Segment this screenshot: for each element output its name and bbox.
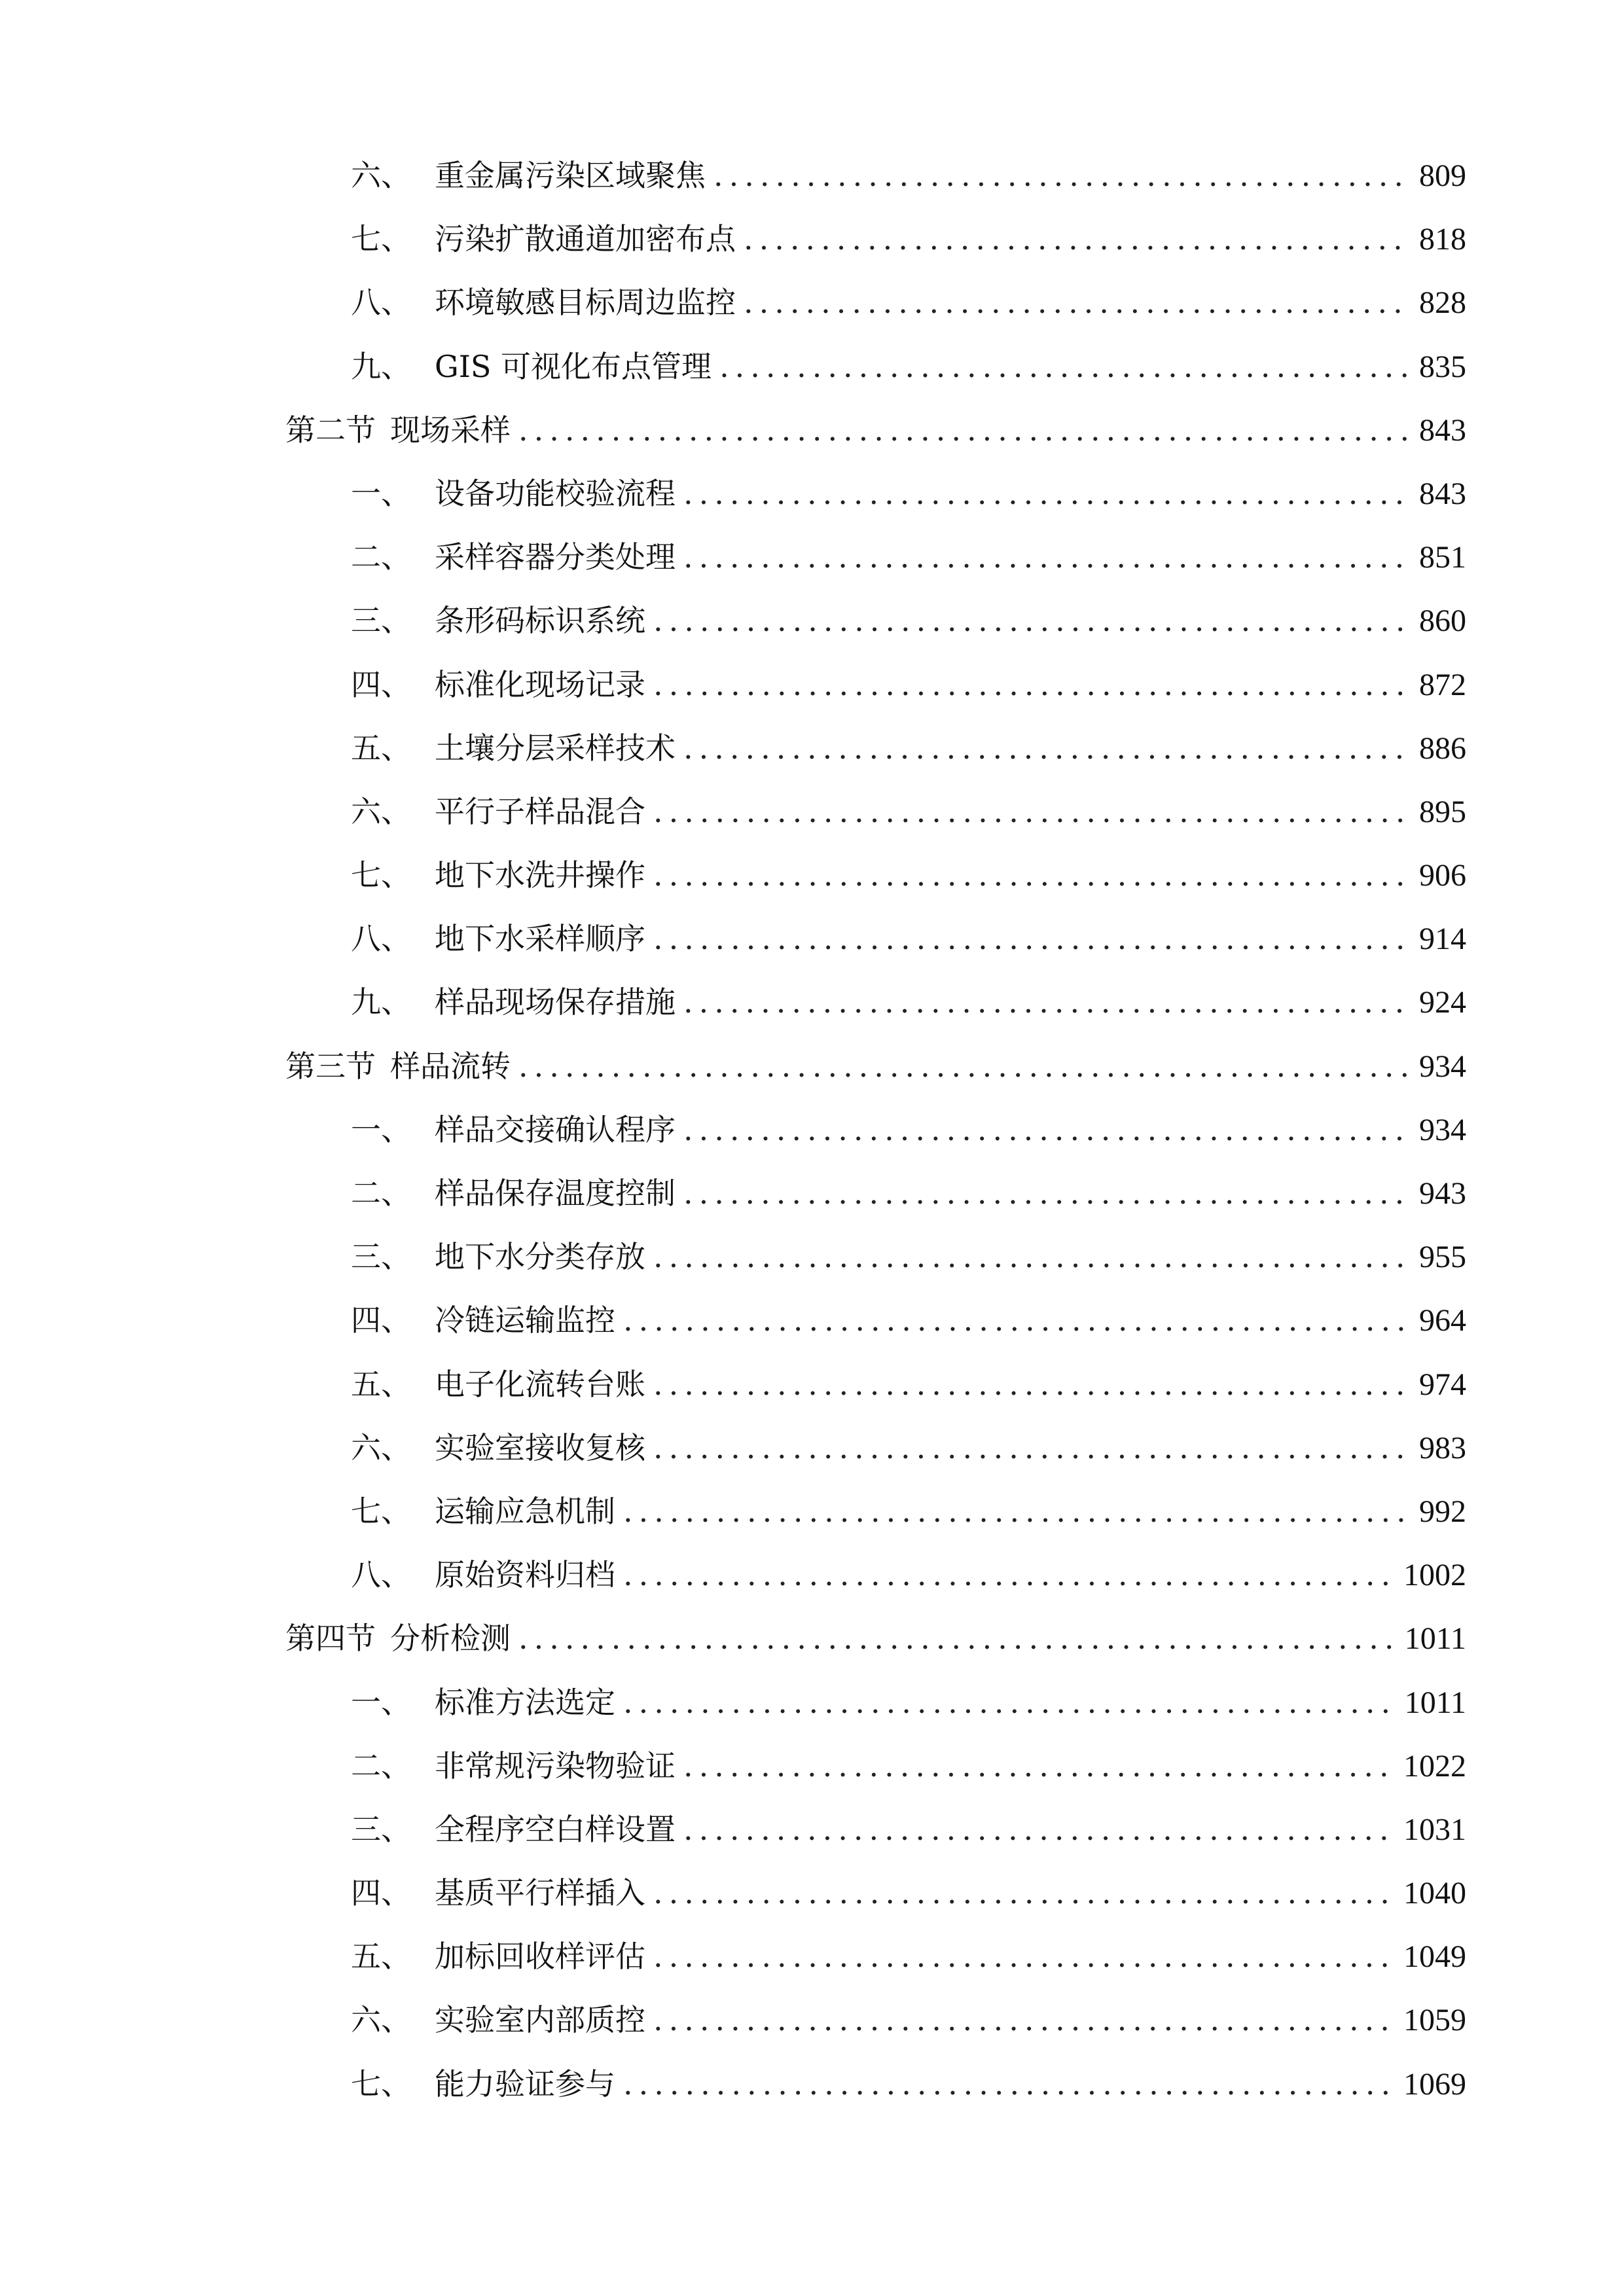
toc-entry-number: 六、: [351, 158, 411, 193]
toc-page-number: 872: [1419, 667, 1466, 702]
toc-entry-line: [351, 271, 1466, 334]
toc-entry[interactable]: [0, 653, 1624, 717]
toc-entry-title: 加标回收样评估: [435, 1939, 645, 1975]
toc-entry[interactable]: [0, 1861, 1624, 1925]
toc-entry-title: 基质平行样插入: [435, 1875, 645, 1911]
toc-entry-line: [351, 1861, 1466, 1925]
toc-entry[interactable]: [0, 1353, 1624, 1416]
toc-entry-line: [351, 1416, 1466, 1480]
toc-entry-title: 标准化现场记录: [435, 666, 645, 702]
toc-entry-number: 五、: [351, 730, 411, 766]
toc-page-number: 1002: [1403, 1558, 1466, 1593]
toc-entry[interactable]: [0, 1162, 1624, 1225]
toc-section-entry[interactable]: [0, 1035, 1624, 1098]
toc-entry-title: 环境敏感目标周边监控: [435, 285, 736, 321]
toc-page-number: 843: [1419, 412, 1466, 448]
toc-page-number: 964: [1419, 1303, 1466, 1338]
toc-page-number: 1069: [1403, 2066, 1466, 2102]
toc-entry-line: [351, 526, 1466, 589]
toc-entry-number: 二、: [351, 1175, 411, 1211]
toc-entry[interactable]: [0, 717, 1624, 780]
toc-entry-title: 样品现场保存措施: [435, 984, 676, 1020]
dot-leader: [713, 144, 1411, 207]
toc-entry-title: 全程序空白样设置: [435, 1811, 676, 1847]
toc-entry[interactable]: [0, 589, 1624, 653]
toc-entry[interactable]: [0, 526, 1624, 589]
dot-leader: [623, 1480, 1411, 1543]
toc-entry-title: 能力验证参与: [435, 2066, 615, 2102]
toc-entry[interactable]: [0, 1925, 1624, 1988]
toc-entry[interactable]: [0, 844, 1624, 907]
toc-entry-number: 第四节: [285, 1621, 376, 1657]
toc-entry-title: 分析检测: [390, 1621, 511, 1657]
toc-page-number: 860: [1419, 603, 1466, 639]
dot-leader: [744, 207, 1411, 271]
toc-page-number: 818: [1419, 222, 1466, 257]
toc-entry[interactable]: [0, 144, 1624, 207]
toc-entry-line: [351, 1798, 1466, 1861]
toc-entry-title: 样品保存温度控制: [435, 1175, 676, 1211]
toc-entry-title: 电子化流转台账: [435, 1366, 645, 1402]
dot-leader: [683, 717, 1411, 780]
toc-entry-line: [351, 1098, 1466, 1162]
toc-entry[interactable]: [0, 971, 1624, 1034]
toc-entry-title: 非常规污染物验证: [435, 1748, 676, 1784]
toc-page-number: 934: [1419, 1049, 1466, 1084]
toc-entry[interactable]: [0, 1480, 1624, 1543]
toc-entry-line: [351, 207, 1466, 271]
toc-entry-title: 原始资料归档: [435, 1557, 615, 1593]
toc-entry-number: 三、: [351, 1811, 411, 1847]
toc-page-number: 943: [1419, 1176, 1466, 1211]
toc-entry-line: [351, 144, 1466, 207]
toc-entry-number: 八、: [351, 285, 411, 321]
toc-entry-line: [351, 907, 1466, 971]
toc-page-number: 955: [1419, 1240, 1466, 1275]
dot-leader: [683, 971, 1411, 1034]
toc-entry[interactable]: [0, 1098, 1624, 1162]
toc-entry-number: 四、: [351, 1302, 411, 1338]
dot-leader: [518, 1607, 1397, 1670]
toc-entry-line: [351, 462, 1466, 526]
toc-entry-line: [351, 2053, 1466, 2116]
toc-page-number: 992: [1419, 1494, 1466, 1529]
toc-entry-line: [351, 589, 1466, 653]
toc-entry-number: 九、: [351, 348, 411, 384]
toc-entry-line: [351, 1225, 1466, 1289]
toc-page-number: 1059: [1403, 2003, 1466, 2038]
toc-entry-line: [351, 1671, 1466, 1734]
toc-entry[interactable]: [0, 1734, 1624, 1798]
toc-entry-title: 地下水采样顺序: [435, 921, 645, 957]
toc-entry-number: 二、: [351, 539, 411, 575]
toc-entry-line: [351, 1480, 1466, 1543]
toc-entry[interactable]: [0, 1289, 1624, 1352]
toc-entry-number: 二、: [351, 1748, 411, 1784]
dot-leader: [653, 1353, 1411, 1416]
dot-leader: [653, 1988, 1396, 2052]
toc-page-number: 934: [1419, 1112, 1466, 1147]
toc-entry-title: 标准方法选定: [435, 1684, 615, 1720]
dot-leader: [653, 1925, 1396, 1988]
toc-entry-number: 一、: [351, 1684, 411, 1720]
dot-leader: [683, 1098, 1411, 1162]
toc-entry-title: 土壤分层采样技术: [435, 730, 676, 766]
toc-entry-number: 七、: [351, 2066, 411, 2102]
toc-entry[interactable]: [0, 335, 1624, 399]
toc-page-number: 914: [1419, 922, 1466, 957]
dot-leader: [744, 271, 1411, 334]
toc-entry-title: 运输应急机制: [435, 1493, 615, 1529]
toc-entry-title: 条形码标识系统: [435, 603, 645, 639]
dot-leader: [683, 1734, 1396, 1798]
toc-entry-number: 六、: [351, 1429, 411, 1465]
toc-page-number: 1022: [1403, 1748, 1466, 1784]
toc-entry-line: [285, 399, 1466, 462]
dot-leader: [653, 1861, 1396, 1925]
toc-entry-line: [351, 335, 1466, 399]
toc-entry[interactable]: [0, 907, 1624, 971]
toc-entry-line: [351, 1289, 1466, 1352]
toc-entry-line: [351, 1543, 1466, 1607]
toc-page-number: 886: [1419, 730, 1466, 766]
toc-page-number: 1011: [1404, 1685, 1466, 1720]
toc-entry[interactable]: [0, 1798, 1624, 1861]
toc-entry-title: 平行子样品混合: [435, 793, 645, 829]
dot-leader: [653, 844, 1411, 907]
dot-leader: [719, 335, 1411, 399]
toc-entry-number: 三、: [351, 603, 411, 639]
toc-entry-line: [351, 844, 1466, 907]
toc-entry-line: [285, 1607, 1466, 1670]
dot-leader: [518, 1035, 1411, 1098]
dot-leader: [653, 907, 1411, 971]
toc-entry-number: 四、: [351, 1875, 411, 1911]
toc-entry[interactable]: [0, 2053, 1624, 2116]
toc-page-number: 895: [1419, 794, 1466, 829]
toc-entry-title: 重金属污染区域聚焦: [435, 158, 706, 193]
toc-entry[interactable]: [0, 1671, 1624, 1734]
toc-entry[interactable]: [0, 1225, 1624, 1289]
toc-entry-title: 设备功能校验流程: [435, 475, 676, 511]
toc-section-entry[interactable]: [0, 1607, 1624, 1670]
toc-entry-number: 八、: [351, 1557, 411, 1593]
toc-entry-number: 一、: [351, 475, 411, 511]
toc-page-number: 1049: [1403, 1939, 1466, 1975]
toc-entry-number: 七、: [351, 221, 411, 257]
toc-entry-title: 样品交接确认程序: [435, 1111, 676, 1147]
toc-entry-line: [351, 1353, 1466, 1416]
toc-entry-title: 样品流转: [390, 1048, 511, 1084]
toc-entry[interactable]: [0, 271, 1624, 334]
toc-entry-number: 六、: [351, 2002, 411, 2038]
toc-entry-line: [351, 1734, 1466, 1798]
toc-entry-line: [351, 1988, 1466, 2052]
toc-page-number: 1031: [1403, 1812, 1466, 1847]
toc-entry-number: 七、: [351, 857, 411, 893]
toc-entry-number: 一、: [351, 1111, 411, 1147]
toc-page-number: 843: [1419, 476, 1466, 511]
toc-entry-line: [351, 717, 1466, 780]
dot-leader: [623, 2053, 1396, 2116]
toc-entry-number: 八、: [351, 921, 411, 957]
toc-entry-number: 第二节: [285, 412, 376, 448]
toc-entry-line: [351, 1925, 1466, 1988]
dot-leader: [683, 526, 1411, 589]
toc-entry-number: 第三节: [285, 1048, 376, 1084]
toc-page-number: 835: [1419, 349, 1466, 384]
toc-entry-number: 六、: [351, 793, 411, 829]
toc-entry-title: 实验室内部质控: [435, 2002, 645, 2038]
toc-page-number: 974: [1419, 1367, 1466, 1402]
toc-page-number: 851: [1419, 540, 1466, 575]
toc-entry-title: GIS 可视化布点管理: [435, 348, 712, 384]
toc-entry-title: 冷链运输监控: [435, 1302, 615, 1338]
dot-leader: [623, 1543, 1396, 1607]
toc-entry-number: 四、: [351, 666, 411, 702]
toc-entry-number: 五、: [351, 1939, 411, 1975]
toc-entry-title: 污染扩散通道加密布点: [435, 221, 736, 257]
toc-entry[interactable]: [0, 1543, 1624, 1607]
toc-page-number: 924: [1419, 985, 1466, 1020]
dot-leader: [683, 462, 1411, 526]
toc-entry-line: [351, 653, 1466, 717]
dot-leader: [653, 780, 1411, 844]
toc-entry-title: 地下水分类存放: [435, 1239, 645, 1275]
toc-entry[interactable]: [0, 1988, 1624, 2052]
dot-leader: [653, 1416, 1411, 1480]
toc-entry-number: 三、: [351, 1239, 411, 1275]
toc-entry-title: 实验室接收复核: [435, 1429, 645, 1465]
dot-leader: [653, 653, 1411, 717]
dot-leader: [653, 589, 1411, 653]
toc-page-number: 809: [1419, 158, 1466, 193]
toc-entry[interactable]: [0, 207, 1624, 271]
toc-entry[interactable]: [0, 462, 1624, 526]
dot-leader: [683, 1162, 1411, 1225]
toc-entry-number: 五、: [351, 1366, 411, 1402]
table-of-contents: [0, 144, 1624, 2116]
toc-section-entry[interactable]: [0, 399, 1624, 462]
toc-entry[interactable]: [0, 780, 1624, 844]
dot-leader: [653, 1225, 1411, 1289]
toc-entry-number: 七、: [351, 1493, 411, 1529]
toc-page-number: 983: [1419, 1430, 1466, 1465]
toc-page-number: 906: [1419, 858, 1466, 893]
toc-entry-line: [351, 1162, 1466, 1225]
dot-leader: [623, 1289, 1411, 1352]
toc-entry-title: 现场采样: [390, 412, 511, 448]
dot-leader: [623, 1671, 1397, 1734]
toc-page-number: 1040: [1403, 1876, 1466, 1911]
toc-entry-line: [351, 780, 1466, 844]
toc-entry[interactable]: [0, 1416, 1624, 1480]
toc-entry-line: [351, 971, 1466, 1034]
toc-page-number: 828: [1419, 285, 1466, 321]
toc-entry-title: 采样容器分类处理: [435, 539, 676, 575]
dot-leader: [518, 399, 1411, 462]
toc-entry-title: 地下水洗井操作: [435, 857, 645, 893]
toc-entry-number: 九、: [351, 984, 411, 1020]
dot-leader: [683, 1798, 1396, 1861]
toc-page-number: 1011: [1404, 1621, 1466, 1657]
toc-entry-line: [285, 1035, 1466, 1098]
